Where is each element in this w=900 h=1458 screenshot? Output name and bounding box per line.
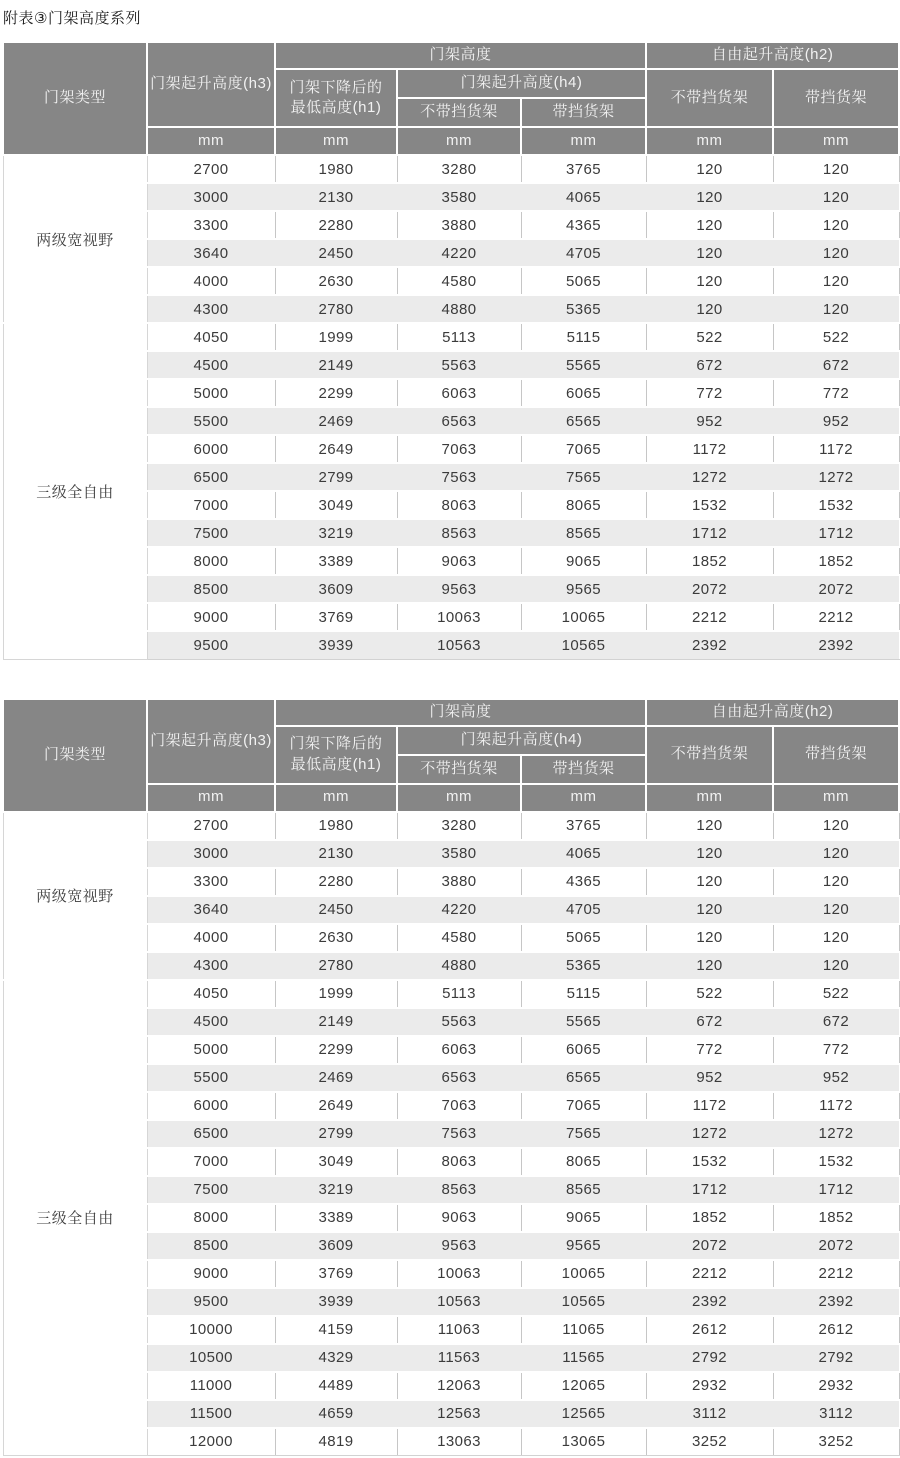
value-cell: 5500 bbox=[147, 1064, 275, 1092]
value-cell: 4705 bbox=[521, 896, 646, 924]
header-h4-with-backrest: 带挡货架 bbox=[521, 755, 646, 784]
value-cell: 4220 bbox=[397, 896, 521, 924]
value-cell: 10563 bbox=[397, 631, 521, 659]
value-cell: 4365 bbox=[521, 868, 646, 896]
value-cell: 4220 bbox=[397, 239, 521, 267]
value-cell: 120 bbox=[646, 267, 773, 295]
value-cell: 7565 bbox=[521, 463, 646, 491]
value-cell: 1272 bbox=[646, 463, 773, 491]
page-title: 附表③门架高度系列 bbox=[3, 10, 141, 27]
value-cell: 2792 bbox=[646, 1344, 773, 1372]
mast-height-table-1 bbox=[2, 41, 900, 660]
value-cell: 4300 bbox=[147, 295, 275, 323]
value-cell: 8500 bbox=[147, 575, 275, 603]
value-cell: 11063 bbox=[397, 1316, 521, 1344]
value-cell: 4000 bbox=[147, 267, 275, 295]
value-cell: 6000 bbox=[147, 435, 275, 463]
unit-cell: mm bbox=[147, 784, 275, 812]
section-label-cell: 两级宽视野 bbox=[3, 812, 147, 980]
value-cell: 8065 bbox=[521, 491, 646, 519]
value-cell: 12565 bbox=[521, 1400, 646, 1428]
value-cell: 6563 bbox=[397, 1064, 521, 1092]
value-cell: 3765 bbox=[521, 812, 646, 840]
value-cell: 10565 bbox=[521, 1288, 646, 1316]
value-cell: 2469 bbox=[275, 407, 397, 435]
value-cell: 952 bbox=[646, 407, 773, 435]
value-cell: 1980 bbox=[275, 155, 397, 183]
value-cell: 2649 bbox=[275, 1092, 397, 1120]
value-cell: 4065 bbox=[521, 183, 646, 211]
value-cell: 2630 bbox=[275, 267, 397, 295]
value-cell: 7565 bbox=[521, 1120, 646, 1148]
value-cell: 672 bbox=[773, 351, 899, 379]
value-cell: 3219 bbox=[275, 519, 397, 547]
value-cell: 10500 bbox=[147, 1344, 275, 1372]
table-header bbox=[3, 699, 899, 812]
value-cell: 4050 bbox=[147, 980, 275, 1008]
value-cell: 4365 bbox=[521, 211, 646, 239]
value-cell: 9065 bbox=[521, 1204, 646, 1232]
unit-cell: mm bbox=[397, 127, 521, 155]
value-cell: 3769 bbox=[275, 1260, 397, 1288]
value-cell: 2280 bbox=[275, 868, 397, 896]
value-cell: 1172 bbox=[646, 1092, 773, 1120]
header-h4-without-backrest: 不带挡货架 bbox=[397, 755, 521, 784]
value-cell: 10000 bbox=[147, 1316, 275, 1344]
value-cell: 3765 bbox=[521, 155, 646, 183]
value-cell: 120 bbox=[773, 812, 899, 840]
value-cell: 2932 bbox=[646, 1372, 773, 1400]
value-cell: 6065 bbox=[521, 1036, 646, 1064]
value-cell: 6565 bbox=[521, 407, 646, 435]
value-cell: 8000 bbox=[147, 547, 275, 575]
value-cell: 8563 bbox=[397, 1176, 521, 1204]
section-label-cell: 两级宽视野 bbox=[3, 155, 147, 323]
value-cell: 2212 bbox=[646, 603, 773, 631]
unit-cell: mm bbox=[646, 127, 773, 155]
value-cell: 1712 bbox=[773, 1176, 899, 1204]
value-cell: 2700 bbox=[147, 155, 275, 183]
value-cell: 3280 bbox=[397, 155, 521, 183]
value-cell: 2450 bbox=[275, 239, 397, 267]
unit-cell: mm bbox=[646, 784, 773, 812]
value-cell: 12000 bbox=[147, 1428, 275, 1456]
value-cell: 4659 bbox=[275, 1400, 397, 1428]
value-cell: 2130 bbox=[275, 840, 397, 868]
value-cell: 1712 bbox=[646, 1176, 773, 1204]
value-cell: 10063 bbox=[397, 1260, 521, 1288]
value-cell: 3580 bbox=[397, 183, 521, 211]
header-lowered-min-height-h1: 门架下降后的最低高度(h1) bbox=[275, 726, 397, 784]
value-cell: 772 bbox=[646, 379, 773, 407]
header-mast-type: 门架类型 bbox=[3, 42, 147, 155]
value-cell: 9563 bbox=[397, 575, 521, 603]
value-cell: 1172 bbox=[646, 435, 773, 463]
value-cell: 11563 bbox=[397, 1344, 521, 1372]
value-cell: 120 bbox=[646, 952, 773, 980]
value-cell: 1712 bbox=[773, 519, 899, 547]
value-cell: 10063 bbox=[397, 603, 521, 631]
value-cell: 8000 bbox=[147, 1204, 275, 1232]
value-cell: 1999 bbox=[275, 323, 397, 351]
value-cell: 9563 bbox=[397, 1232, 521, 1260]
header-free-lift-h2: 自由起升高度(h2) bbox=[646, 699, 899, 726]
value-cell: 3389 bbox=[275, 1204, 397, 1232]
value-cell: 2299 bbox=[275, 379, 397, 407]
value-cell: 952 bbox=[773, 1064, 899, 1092]
value-cell: 13065 bbox=[521, 1428, 646, 1456]
value-cell: 8563 bbox=[397, 519, 521, 547]
value-cell: 2072 bbox=[646, 1232, 773, 1260]
value-cell: 120 bbox=[646, 211, 773, 239]
value-cell: 3112 bbox=[773, 1400, 899, 1428]
value-cell: 120 bbox=[773, 840, 899, 868]
value-cell: 6500 bbox=[147, 463, 275, 491]
table-row bbox=[3, 323, 899, 351]
section-label-cell: 三级全自由 bbox=[3, 980, 147, 1456]
table-row bbox=[3, 155, 899, 183]
value-cell: 120 bbox=[646, 924, 773, 952]
header-lift-height-h3: 门架起升高度(h3) bbox=[147, 699, 275, 784]
unit-cell: mm bbox=[397, 784, 521, 812]
value-cell: 1532 bbox=[773, 1148, 899, 1176]
value-cell: 4065 bbox=[521, 840, 646, 868]
header-h2-with-backrest: 带挡货架 bbox=[773, 726, 899, 784]
value-cell: 9065 bbox=[521, 547, 646, 575]
value-cell: 3880 bbox=[397, 211, 521, 239]
value-cell: 3252 bbox=[773, 1428, 899, 1456]
header-mast-height: 门架高度 bbox=[275, 42, 646, 69]
value-cell: 4500 bbox=[147, 351, 275, 379]
table-row bbox=[3, 980, 899, 1008]
value-cell: 2392 bbox=[646, 631, 773, 659]
value-cell: 1172 bbox=[773, 1092, 899, 1120]
value-cell: 3580 bbox=[397, 840, 521, 868]
value-cell: 7563 bbox=[397, 463, 521, 491]
value-cell: 1172 bbox=[773, 435, 899, 463]
value-cell: 952 bbox=[646, 1064, 773, 1092]
value-cell: 5565 bbox=[521, 1008, 646, 1036]
value-cell: 7063 bbox=[397, 1092, 521, 1120]
value-cell: 3769 bbox=[275, 603, 397, 631]
value-cell: 7065 bbox=[521, 435, 646, 463]
value-cell: 1852 bbox=[773, 1204, 899, 1232]
value-cell: 4300 bbox=[147, 952, 275, 980]
value-cell: 2072 bbox=[646, 575, 773, 603]
value-cell: 4705 bbox=[521, 239, 646, 267]
unit-cell: mm bbox=[275, 784, 397, 812]
header-lift-height-h4: 门架起升高度(h4) bbox=[397, 69, 646, 98]
value-cell: 2612 bbox=[773, 1316, 899, 1344]
section-label-cell: 三级全自由 bbox=[3, 323, 147, 659]
value-cell: 1532 bbox=[646, 491, 773, 519]
header-lowered-min-height-h1: 门架下降后的最低高度(h1) bbox=[275, 69, 397, 127]
value-cell: 8565 bbox=[521, 1176, 646, 1204]
value-cell: 13063 bbox=[397, 1428, 521, 1456]
value-cell: 5563 bbox=[397, 1008, 521, 1036]
value-cell: 3049 bbox=[275, 1148, 397, 1176]
value-cell: 120 bbox=[773, 896, 899, 924]
header-mast-type: 门架类型 bbox=[3, 699, 147, 812]
value-cell: 9500 bbox=[147, 631, 275, 659]
value-cell: 5565 bbox=[521, 351, 646, 379]
value-cell: 2932 bbox=[773, 1372, 899, 1400]
value-cell: 12563 bbox=[397, 1400, 521, 1428]
unit-cell: mm bbox=[773, 784, 899, 812]
value-cell: 2780 bbox=[275, 952, 397, 980]
value-cell: 120 bbox=[773, 868, 899, 896]
table-header bbox=[3, 42, 899, 155]
value-cell: 11065 bbox=[521, 1316, 646, 1344]
value-cell: 522 bbox=[773, 980, 899, 1008]
value-cell: 4050 bbox=[147, 323, 275, 351]
value-cell: 120 bbox=[646, 155, 773, 183]
value-cell: 5000 bbox=[147, 1036, 275, 1064]
table-row bbox=[3, 812, 899, 840]
value-cell: 5365 bbox=[521, 952, 646, 980]
unit-cell: mm bbox=[521, 127, 646, 155]
value-cell: 7500 bbox=[147, 1176, 275, 1204]
value-cell: 3252 bbox=[646, 1428, 773, 1456]
value-cell: 6000 bbox=[147, 1092, 275, 1120]
value-cell: 4880 bbox=[397, 295, 521, 323]
value-cell: 120 bbox=[773, 295, 899, 323]
unit-cell: mm bbox=[521, 784, 646, 812]
value-cell: 3300 bbox=[147, 211, 275, 239]
header-h2-without-backrest: 不带挡货架 bbox=[646, 69, 773, 127]
value-cell: 2799 bbox=[275, 463, 397, 491]
header-h2-without-backrest: 不带挡货架 bbox=[646, 726, 773, 784]
value-cell: 120 bbox=[773, 183, 899, 211]
value-cell: 6063 bbox=[397, 1036, 521, 1064]
value-cell: 120 bbox=[773, 155, 899, 183]
value-cell: 5115 bbox=[521, 980, 646, 1008]
value-cell: 3389 bbox=[275, 547, 397, 575]
value-cell: 6565 bbox=[521, 1064, 646, 1092]
value-cell: 7000 bbox=[147, 491, 275, 519]
value-cell: 4880 bbox=[397, 952, 521, 980]
table-body-section bbox=[3, 980, 899, 1456]
value-cell: 10065 bbox=[521, 603, 646, 631]
value-cell: 8500 bbox=[147, 1232, 275, 1260]
header-lift-height-h3: 门架起升高度(h3) bbox=[147, 42, 275, 127]
value-cell: 2392 bbox=[773, 631, 899, 659]
value-cell: 2450 bbox=[275, 896, 397, 924]
value-cell: 2780 bbox=[275, 295, 397, 323]
value-cell: 3939 bbox=[275, 1288, 397, 1316]
value-cell: 1999 bbox=[275, 980, 397, 1008]
value-cell: 120 bbox=[646, 239, 773, 267]
mast-height-table-2 bbox=[2, 698, 900, 1457]
value-cell: 4329 bbox=[275, 1344, 397, 1372]
value-cell: 2130 bbox=[275, 183, 397, 211]
value-cell: 672 bbox=[646, 351, 773, 379]
value-cell: 4489 bbox=[275, 1372, 397, 1400]
value-cell: 1852 bbox=[646, 1204, 773, 1232]
value-cell: 3609 bbox=[275, 575, 397, 603]
value-cell: 2630 bbox=[275, 924, 397, 952]
value-cell: 2280 bbox=[275, 211, 397, 239]
value-cell: 120 bbox=[646, 868, 773, 896]
value-cell: 9000 bbox=[147, 603, 275, 631]
value-cell: 672 bbox=[646, 1008, 773, 1036]
value-cell: 772 bbox=[773, 1036, 899, 1064]
value-cell: 8063 bbox=[397, 491, 521, 519]
value-cell: 11565 bbox=[521, 1344, 646, 1372]
header-free-lift-h2: 自由起升高度(h2) bbox=[646, 42, 899, 69]
value-cell: 7563 bbox=[397, 1120, 521, 1148]
value-cell: 1852 bbox=[646, 547, 773, 575]
value-cell: 4500 bbox=[147, 1008, 275, 1036]
value-cell: 120 bbox=[646, 840, 773, 868]
value-cell: 120 bbox=[773, 267, 899, 295]
value-cell: 11500 bbox=[147, 1400, 275, 1428]
value-cell: 2612 bbox=[646, 1316, 773, 1344]
value-cell: 2392 bbox=[646, 1288, 773, 1316]
value-cell: 120 bbox=[773, 924, 899, 952]
value-cell: 10565 bbox=[521, 631, 646, 659]
value-cell: 4819 bbox=[275, 1428, 397, 1456]
value-cell: 6063 bbox=[397, 379, 521, 407]
value-cell: 6563 bbox=[397, 407, 521, 435]
table-body-section bbox=[3, 812, 899, 980]
value-cell: 2700 bbox=[147, 812, 275, 840]
value-cell: 11000 bbox=[147, 1372, 275, 1400]
value-cell: 1980 bbox=[275, 812, 397, 840]
value-cell: 2469 bbox=[275, 1064, 397, 1092]
header-lift-height-h4: 门架起升高度(h4) bbox=[397, 726, 646, 755]
value-cell: 4580 bbox=[397, 267, 521, 295]
value-cell: 5500 bbox=[147, 407, 275, 435]
value-cell: 5365 bbox=[521, 295, 646, 323]
table-body-section bbox=[3, 155, 899, 323]
value-cell: 2149 bbox=[275, 1008, 397, 1036]
value-cell: 3049 bbox=[275, 491, 397, 519]
value-cell: 10065 bbox=[521, 1260, 646, 1288]
value-cell: 952 bbox=[773, 407, 899, 435]
value-cell: 1272 bbox=[646, 1120, 773, 1148]
value-cell: 2149 bbox=[275, 351, 397, 379]
header-h4-with-backrest: 带挡货架 bbox=[521, 98, 646, 127]
value-cell: 772 bbox=[646, 1036, 773, 1064]
value-cell: 12063 bbox=[397, 1372, 521, 1400]
value-cell: 6065 bbox=[521, 379, 646, 407]
value-cell: 2212 bbox=[773, 1260, 899, 1288]
value-cell: 5115 bbox=[521, 323, 646, 351]
value-cell: 672 bbox=[773, 1008, 899, 1036]
value-cell: 1532 bbox=[773, 491, 899, 519]
value-cell: 2072 bbox=[773, 575, 899, 603]
header-mast-height: 门架高度 bbox=[275, 699, 646, 726]
value-cell: 3280 bbox=[397, 812, 521, 840]
value-cell: 9500 bbox=[147, 1288, 275, 1316]
value-cell: 120 bbox=[646, 896, 773, 924]
value-cell: 120 bbox=[646, 183, 773, 211]
value-cell: 8065 bbox=[521, 1148, 646, 1176]
value-cell: 2392 bbox=[773, 1288, 899, 1316]
value-cell: 6500 bbox=[147, 1120, 275, 1148]
value-cell: 8063 bbox=[397, 1148, 521, 1176]
value-cell: 120 bbox=[773, 952, 899, 980]
value-cell: 3000 bbox=[147, 840, 275, 868]
value-cell: 7000 bbox=[147, 1148, 275, 1176]
value-cell: 120 bbox=[646, 812, 773, 840]
value-cell: 4580 bbox=[397, 924, 521, 952]
value-cell: 5113 bbox=[397, 980, 521, 1008]
value-cell: 12065 bbox=[521, 1372, 646, 1400]
header-h2-with-backrest: 带挡货架 bbox=[773, 69, 899, 127]
unit-cell: mm bbox=[275, 127, 397, 155]
value-cell: 10563 bbox=[397, 1288, 521, 1316]
value-cell: 120 bbox=[773, 211, 899, 239]
value-cell: 9063 bbox=[397, 1204, 521, 1232]
value-cell: 8565 bbox=[521, 519, 646, 547]
value-cell: 120 bbox=[646, 295, 773, 323]
value-cell: 5065 bbox=[521, 924, 646, 952]
value-cell: 7065 bbox=[521, 1092, 646, 1120]
value-cell: 7063 bbox=[397, 435, 521, 463]
value-cell: 9565 bbox=[521, 1232, 646, 1260]
value-cell: 522 bbox=[646, 323, 773, 351]
value-cell: 1272 bbox=[773, 463, 899, 491]
value-cell: 2072 bbox=[773, 1232, 899, 1260]
value-cell: 1272 bbox=[773, 1120, 899, 1148]
value-cell: 3640 bbox=[147, 239, 275, 267]
value-cell: 3000 bbox=[147, 183, 275, 211]
value-cell: 3112 bbox=[646, 1400, 773, 1428]
value-cell: 522 bbox=[773, 323, 899, 351]
value-cell: 9565 bbox=[521, 575, 646, 603]
value-cell: 5000 bbox=[147, 379, 275, 407]
value-cell: 1852 bbox=[773, 547, 899, 575]
value-cell: 2299 bbox=[275, 1036, 397, 1064]
value-cell: 2212 bbox=[773, 603, 899, 631]
value-cell: 9000 bbox=[147, 1260, 275, 1288]
value-cell: 4159 bbox=[275, 1316, 397, 1344]
value-cell: 2799 bbox=[275, 1120, 397, 1148]
value-cell: 3300 bbox=[147, 868, 275, 896]
value-cell: 772 bbox=[773, 379, 899, 407]
value-cell: 4000 bbox=[147, 924, 275, 952]
value-cell: 9063 bbox=[397, 547, 521, 575]
value-cell: 2649 bbox=[275, 435, 397, 463]
value-cell: 7500 bbox=[147, 519, 275, 547]
value-cell: 1532 bbox=[646, 1148, 773, 1176]
value-cell: 2212 bbox=[646, 1260, 773, 1288]
value-cell: 5065 bbox=[521, 267, 646, 295]
value-cell: 1712 bbox=[646, 519, 773, 547]
value-cell: 2792 bbox=[773, 1344, 899, 1372]
value-cell: 3609 bbox=[275, 1232, 397, 1260]
value-cell: 3640 bbox=[147, 896, 275, 924]
value-cell: 120 bbox=[773, 239, 899, 267]
header-h4-without-backrest: 不带挡货架 bbox=[397, 98, 521, 127]
value-cell: 522 bbox=[646, 980, 773, 1008]
value-cell: 3880 bbox=[397, 868, 521, 896]
unit-cell: mm bbox=[773, 127, 899, 155]
table-body-section bbox=[3, 323, 899, 659]
value-cell: 5563 bbox=[397, 351, 521, 379]
unit-cell: mm bbox=[147, 127, 275, 155]
value-cell: 5113 bbox=[397, 323, 521, 351]
value-cell: 3219 bbox=[275, 1176, 397, 1204]
value-cell: 3939 bbox=[275, 631, 397, 659]
